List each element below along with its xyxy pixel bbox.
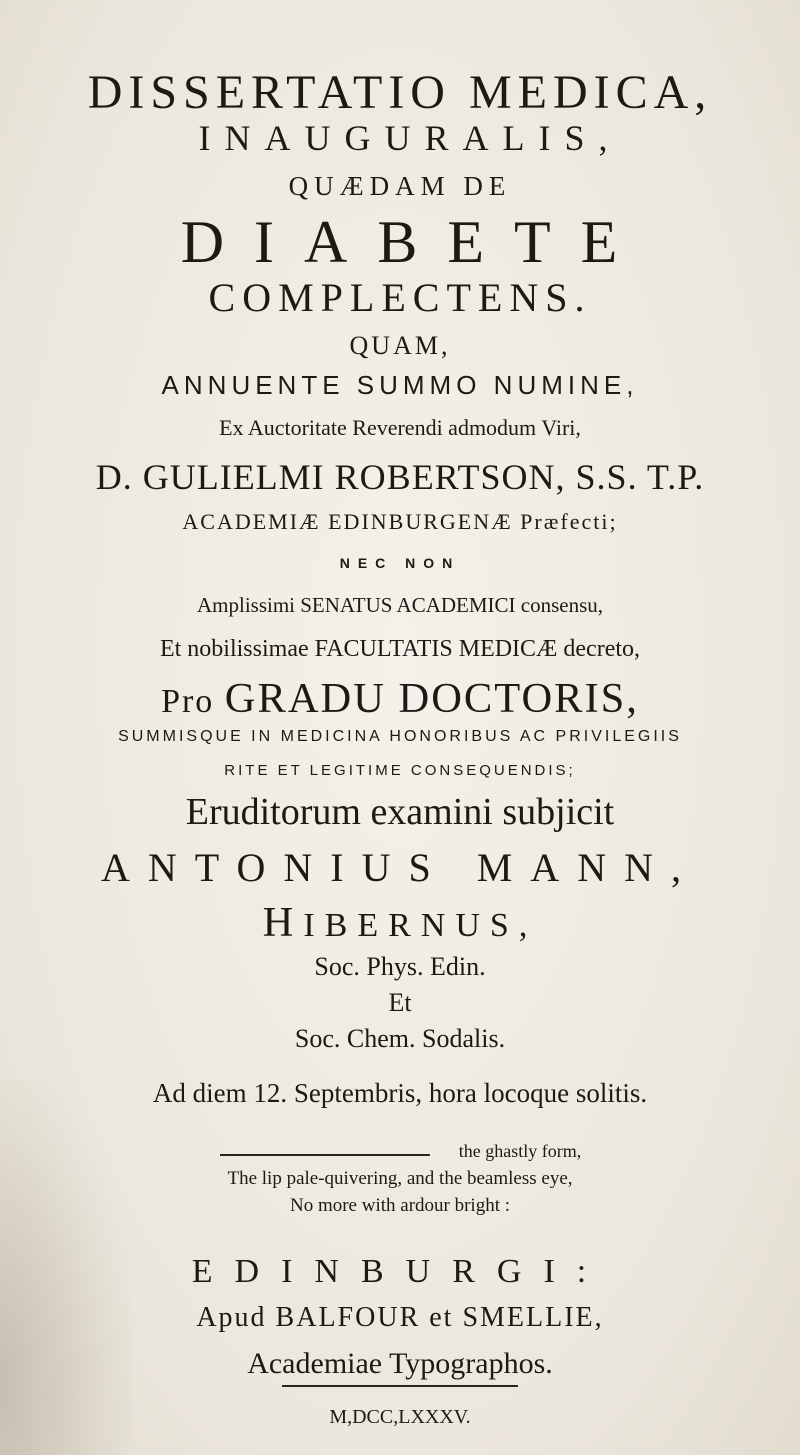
line-rite: RITE ET LEGITIME CONSEQUENDIS; <box>224 762 576 779</box>
line-summisque: SUMMISQUE IN MEDICINA HONORIBUS AC PRIVILEGIIS <box>118 728 682 745</box>
line-soc-chem: Soc. Chem. Sodalis. <box>294 1024 506 1053</box>
line-nec-non: NEC NON <box>339 555 461 571</box>
gradu-doctoris: GRADU DOCTORIS, <box>224 675 639 722</box>
line-annuente: ANNUENTE SUMMO NUMINE, <box>161 370 639 400</box>
imprint-edinburgi: EDINBURGI: <box>191 1253 609 1290</box>
author-name: ANTONIUS MANN, <box>101 845 699 890</box>
hibernus-rest: IBERNUS, <box>303 907 538 944</box>
line-hibernus <box>0 898 800 947</box>
line-facultatis: Et nobilissimae FACULTATIS MEDICÆ decreto, <box>159 636 641 662</box>
title-diabete: DIABETE <box>180 209 648 275</box>
quote-line-3: No more with ardour bright : <box>289 1195 511 1216</box>
line-quam: QUAM, <box>349 331 451 360</box>
line-et: Et <box>388 988 412 1017</box>
imprint-printers: Apud BALFOUR et SMELLIE, <box>196 1302 604 1333</box>
quote-line-2: The lip pale-quivering, and the beamless eye, <box>227 1168 573 1189</box>
imprint-date: M,DCC,LXXXV. <box>329 1406 471 1428</box>
hibernus-initial: H <box>262 899 304 946</box>
line-academiae: ACADEMIÆ EDINBURGENÆ Præfecti; <box>182 509 618 534</box>
title-dissertatio-medica: DISSERTATIO MEDICA, <box>87 66 713 119</box>
title-complectens: COMPLECTENS. <box>208 275 592 320</box>
title-inauguralis: INAUGURALIS, <box>198 118 622 158</box>
line-senatus: Amplissimi SENATUS ACADEMICI consensu, <box>196 593 604 617</box>
line-soc-phys: Soc. Phys. Edin. <box>314 952 486 981</box>
quote-line-1: the ghastly form, <box>458 1141 582 1161</box>
pro-word: Pro <box>161 683 215 720</box>
title-quaedam-de: QUÆDAM DE <box>288 171 512 201</box>
line-gulielmi-robertson: D. GULIELMI ROBERTSON, S.S. T.P. <box>95 457 705 497</box>
line-auctoritate: Ex Auctoritate Reverendi admodum Viri, <box>219 415 581 440</box>
line-ad-diem: Ad diem 12. Septembris, hora locoque solitis. <box>152 1078 648 1108</box>
imprint-typographos: Academiae Typographos. <box>247 1347 553 1380</box>
date-rule <box>282 1385 518 1387</box>
line-pro-gradu <box>0 674 800 723</box>
line-eruditorum: Eruditorum examini subjicit <box>185 791 615 833</box>
